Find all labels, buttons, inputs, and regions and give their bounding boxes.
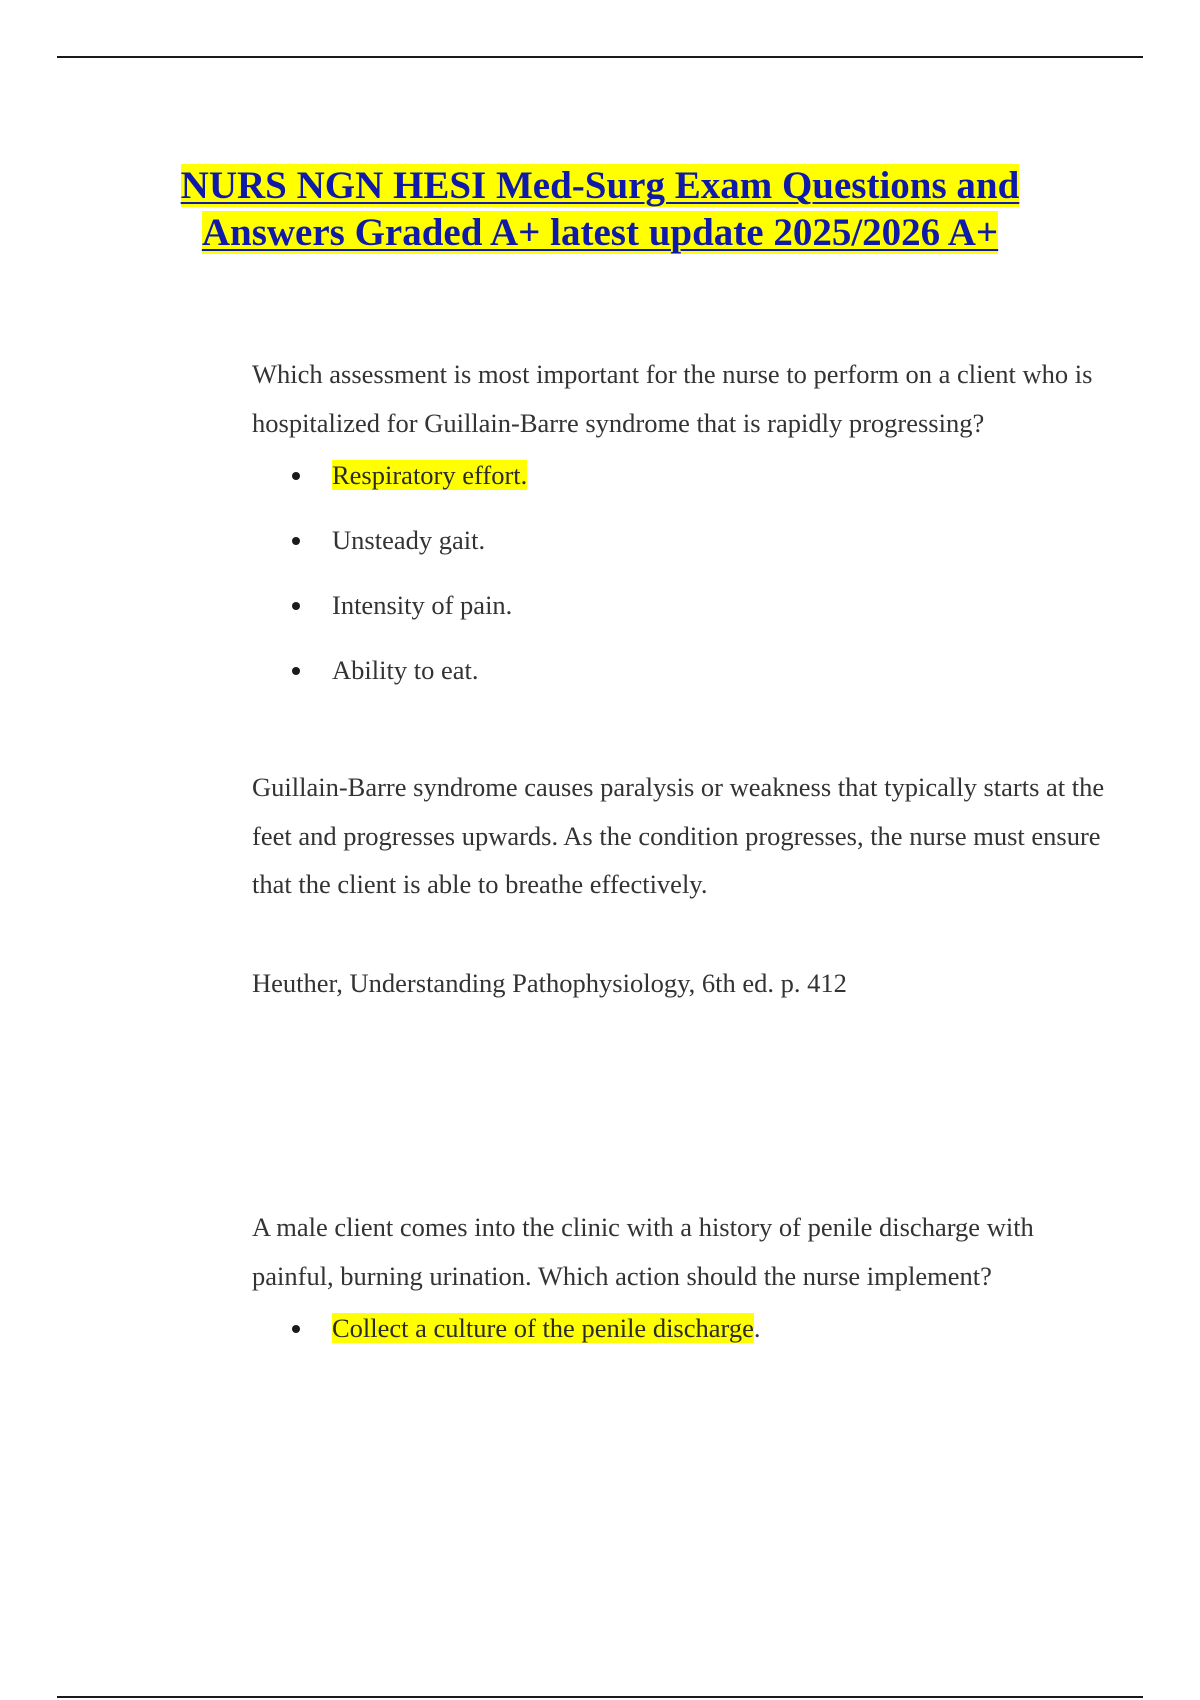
option-item	[252, 650, 1112, 715]
top-rule	[57, 56, 1143, 58]
rationale-text: Guillain-Barre syndrome causes paralysis or weakness that typically starts at the feet and progresses upwards. As the condition progresses, the nurse must ensure that the client is able to breathe effectively.	[252, 772, 1105, 899]
bullet-icon	[292, 667, 300, 675]
question-stem: A male client comes into the clinic with a history of penile discharge with painful, burning urination. Which action should the nurse implement?	[252, 1212, 1034, 1291]
option-text: Ability to eat.	[332, 655, 479, 685]
option-item	[252, 520, 1112, 585]
option-text: Unsteady gait.	[332, 525, 486, 555]
reference-citation: Heuther, Understanding Pathophysiology, 6th ed. p. 412	[252, 967, 847, 998]
option-text: Intensity of pain.	[332, 590, 513, 620]
question-stem: Which assessment is most important for the nurse to perform on a client who is hospitalized for Guillain-Barre syndrome that is rapidly progressing?	[252, 359, 1093, 438]
document-title	[0, 162, 1200, 256]
answer-options	[252, 455, 1112, 715]
correct-answer-highlight: Respiratory effort.	[332, 460, 528, 490]
option-item	[252, 585, 1112, 650]
bullet-icon	[292, 472, 300, 480]
answer-options	[252, 1308, 1112, 1373]
question-block-2	[252, 1203, 1112, 1373]
bullet-icon	[292, 1325, 300, 1333]
correct-answer-highlight: Collect a culture of the penile discharge	[332, 1313, 754, 1343]
option-trailing-period: .	[753, 1313, 761, 1343]
option-item	[252, 455, 1112, 520]
title-line-2: Answers Graded A+ latest update 2025/2026 A+	[201, 211, 999, 254]
question-block-1	[252, 350, 1112, 1007]
bullet-icon	[292, 602, 300, 610]
bullet-icon	[292, 537, 300, 545]
option-item	[252, 1308, 1112, 1373]
bottom-rule	[57, 1696, 1143, 1698]
title-line-1: NURS NGN HESI Med-Surg Exam Questions and	[180, 164, 1020, 207]
